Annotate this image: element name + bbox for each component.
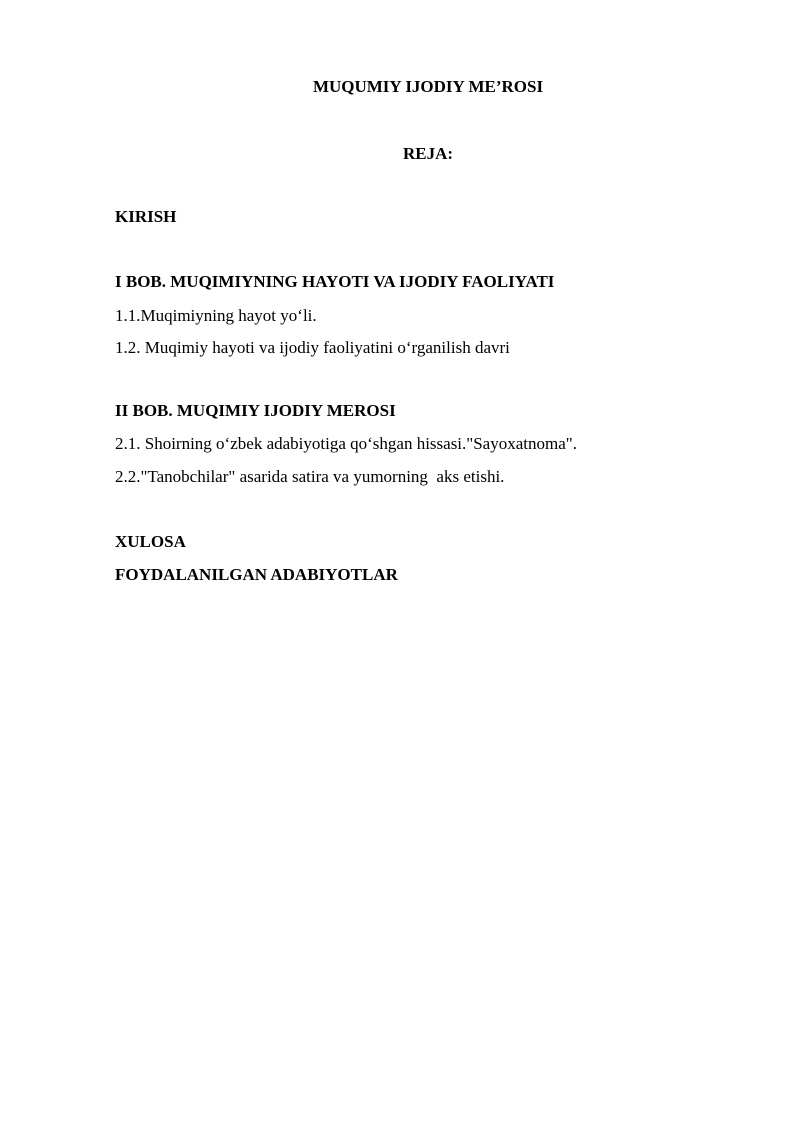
chapter1-item: 1.2. Muqimiy hayoti va ijodiy faoliyatini o‘rganilish davri — [115, 338, 510, 357]
chapter2-item: 2.2."Tanobchilar" asarida satira va yumorning aks etishi. — [115, 467, 505, 486]
conclusion-heading: XULOSA — [115, 532, 186, 551]
references-heading: FOYDALANILGAN ADABIYOTLAR — [115, 565, 398, 584]
plan-heading: REJA: — [402, 144, 454, 163]
chapter1-heading: I BOB. MUQIMIYNING HAYOTI VA IJODIY FAOLIYATI — [115, 272, 555, 291]
chapter2-item: 2.1. Shoirning o‘zbek adabiyotiga qo‘shgan hissasi."Sayoxatnoma". — [115, 434, 577, 453]
chapter1-item: 1.1.Muqimiyning hayot yo‘li. — [115, 306, 317, 325]
document-title: MUQUMIY IJODIY ME’ROSI — [312, 77, 544, 96]
chapter2-heading: II BOB. MUQIMIY IJODIY MEROSI — [115, 401, 396, 420]
introduction-heading: KIRISH — [115, 207, 177, 226]
